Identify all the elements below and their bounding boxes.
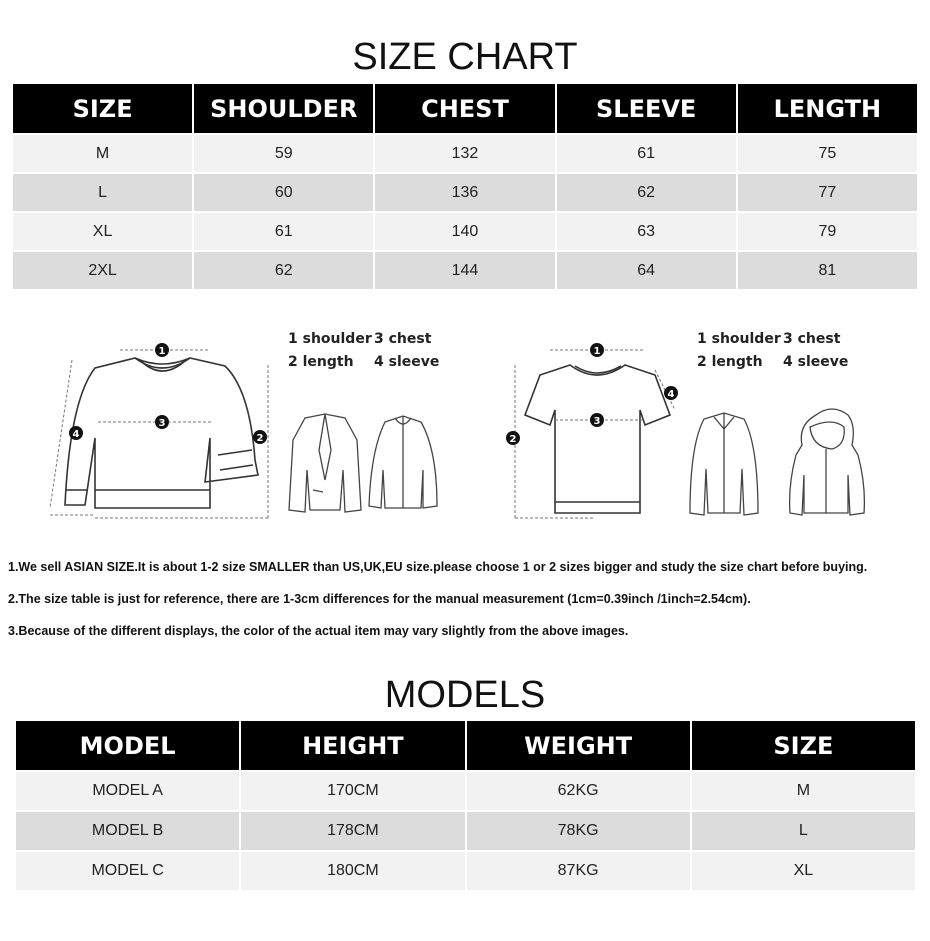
legend-length: 2 length [288, 354, 354, 370]
shirt-and-hoodie-icons [680, 405, 880, 525]
cell-model: MODEL B [16, 812, 239, 850]
cell-size: XL [13, 213, 192, 250]
size-notes [8, 560, 928, 656]
legend-shoulder: 1 shoulder [288, 331, 372, 347]
size-chart-table [11, 82, 919, 291]
cell-chest: 144 [375, 252, 554, 289]
cell-size: M [13, 135, 192, 172]
table-row [16, 852, 915, 890]
cell-height: 170CM [241, 772, 464, 810]
legend-left [288, 331, 488, 377]
marker-3: 3 [158, 418, 166, 429]
header-height: HEIGHT [241, 721, 464, 770]
cell-weight: 78KG [467, 812, 690, 850]
header-model: MODEL [16, 721, 239, 770]
marker-1: 1 [158, 346, 166, 357]
cell-size: XL [692, 852, 915, 890]
size-chart-title: SIZE CHART [352, 36, 578, 78]
table-row [13, 213, 917, 250]
cell-shoulder: 59 [194, 135, 373, 172]
cell-height: 180CM [241, 852, 464, 890]
marker-group [506, 343, 678, 445]
marker-3: 3 [593, 416, 601, 427]
cell-chest: 132 [375, 135, 554, 172]
models-title: MODELS [384, 674, 546, 716]
cell-model: MODEL A [16, 772, 239, 810]
cell-size: L [13, 174, 192, 211]
legend-right [697, 331, 897, 377]
cell-size: 2XL [13, 252, 192, 289]
cell-shoulder: 61 [194, 213, 373, 250]
marker-2: 2 [256, 433, 264, 444]
cell-length: 79 [738, 213, 917, 250]
note-measurement: 2.The size table is just for reference, there are 1-3cm differences for the manual measurement (1cm=0.39inch /1inch=2.54cm). [8, 592, 751, 606]
legend-length: 2 length [697, 354, 763, 370]
cell-shoulder: 60 [194, 174, 373, 211]
legend-sleeve: 4 sleeve [374, 354, 440, 370]
cell-chest: 136 [375, 174, 554, 211]
table-row [13, 252, 917, 289]
cell-height: 178CM [241, 812, 464, 850]
cell-shoulder: 62 [194, 252, 373, 289]
cell-length: 81 [738, 252, 917, 289]
cell-sleeve: 62 [557, 174, 736, 211]
blazer-and-jacket-icons [285, 410, 445, 520]
header-sleeve: SLEEVE [557, 84, 736, 133]
marker-4: 4 [72, 429, 80, 440]
header-shoulder: SHOULDER [194, 84, 373, 133]
marker-1: 1 [593, 346, 601, 357]
cell-weight: 62KG [467, 772, 690, 810]
cell-size: M [692, 772, 915, 810]
table-row [13, 135, 917, 172]
size-chart-header-row [13, 84, 917, 133]
legend-chest: 3 chest [783, 331, 841, 347]
cell-sleeve: 63 [557, 213, 736, 250]
table-row [16, 772, 915, 810]
marker-2: 2 [509, 434, 517, 445]
header-weight: WEIGHT [467, 721, 690, 770]
cell-size: L [692, 812, 915, 850]
tshirt-measurement-diagram [495, 330, 695, 530]
cell-chest: 140 [375, 213, 554, 250]
table-row [16, 812, 915, 850]
marker-group [69, 343, 267, 444]
cell-sleeve: 64 [557, 252, 736, 289]
models-table [14, 719, 917, 892]
cell-weight: 87KG [467, 852, 690, 890]
legend-shoulder: 1 shoulder [697, 331, 781, 347]
header-chest: CHEST [375, 84, 554, 133]
marker-4: 4 [667, 389, 675, 400]
table-row [13, 174, 917, 211]
header-size: SIZE [692, 721, 915, 770]
models-header-row [16, 721, 915, 770]
note-asian-size: 1.We sell ASIAN SIZE.It is about 1-2 size SMALLER than US,UK,EU size.please choose 1 or 2 sizes bigger and study the size chart before buying. [8, 560, 868, 574]
legend-sleeve: 4 sleeve [783, 354, 849, 370]
sweater-measurement-diagram [40, 330, 290, 530]
cell-length: 75 [738, 135, 917, 172]
header-length: LENGTH [738, 84, 917, 133]
cell-model: MODEL C [16, 852, 239, 890]
header-size: SIZE [13, 84, 192, 133]
note-color: 3.Because of the different displays, the color of the actual item may vary slightly from the above images. [8, 624, 629, 638]
legend-chest: 3 chest [374, 331, 432, 347]
cell-sleeve: 61 [557, 135, 736, 172]
cell-length: 77 [738, 174, 917, 211]
